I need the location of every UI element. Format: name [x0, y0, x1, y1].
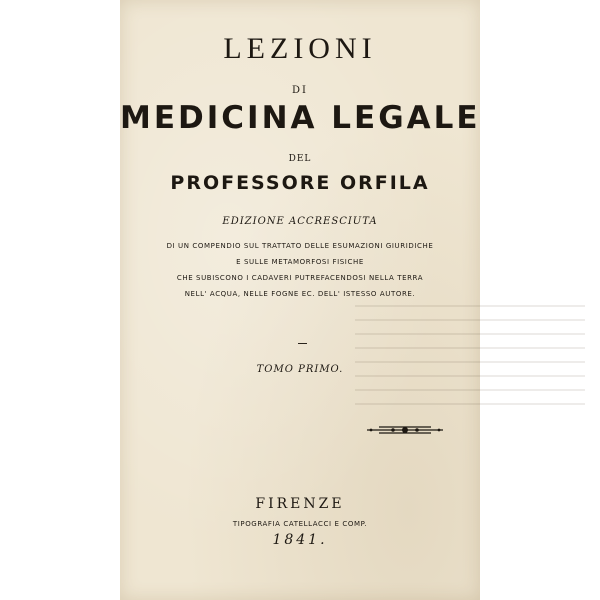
- description-line: CHE SUBISCONO I CADAVERI PUTREFACENDOSI NELLA TERRA: [176, 274, 424, 282]
- title-page: [120, 0, 480, 600]
- book-title: LEZIONI: [223, 32, 377, 65]
- book-author: PROFESSORE ORFILA: [170, 172, 430, 194]
- description-line: E SULLE METAMORFOSI FISICHE: [236, 258, 364, 266]
- title-connector-di: DI: [292, 85, 308, 96]
- description-line: DI UN COMPENDIO SUL TRATTATO DELLE ESUMAZIONI GIURIDICHE: [166, 242, 434, 250]
- imprint-place: FIRENZE: [255, 496, 345, 512]
- description-line: NELL' ACQUA, NELLE FOGNE EC. DELL' ISTESSO AUTORE.: [184, 290, 416, 298]
- separator-dash: [298, 343, 307, 344]
- title-connector-del: DEL: [288, 154, 312, 164]
- book-subject: MEDICINA LEGALE: [120, 100, 481, 136]
- imprint-printer: TIPOGRAFIA CATELLACCI E COMP.: [232, 520, 368, 528]
- imprint-year: 1841.: [272, 532, 328, 548]
- edition-note: EDIZIONE ACCRESCIUTA: [222, 216, 378, 227]
- volume-label: TOMO PRIMO.: [256, 364, 344, 375]
- ornament-rule-icon: [365, 423, 445, 437]
